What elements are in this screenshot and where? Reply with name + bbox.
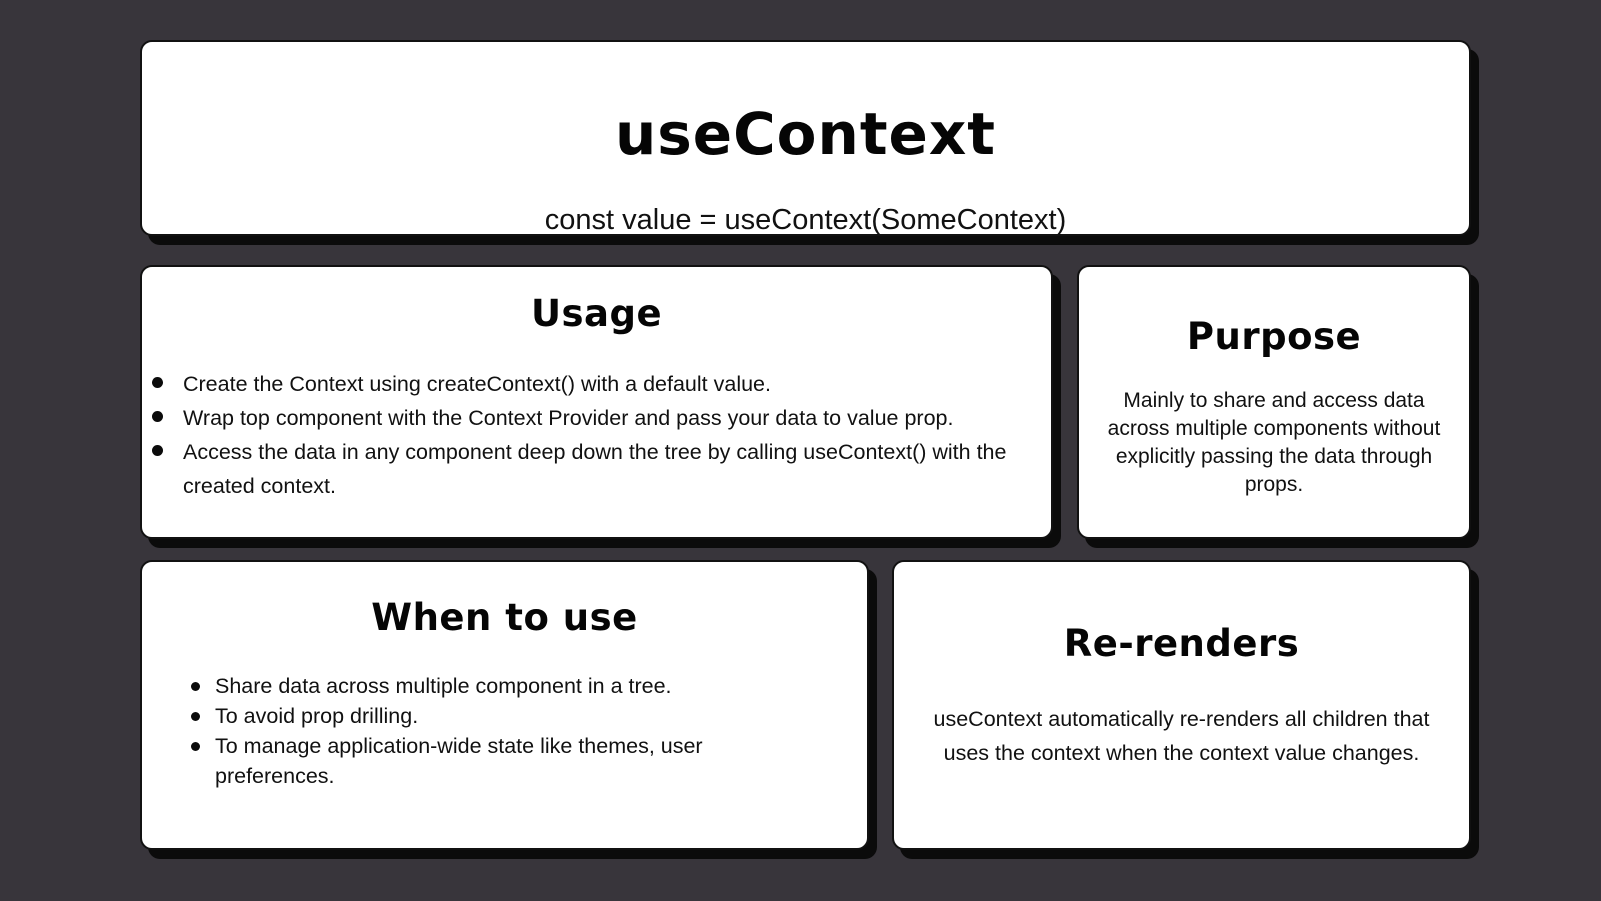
usage-list [183,367,1043,503]
purpose-card [1077,265,1471,539]
usage-card [140,265,1053,539]
usage-heading: Usage [530,292,663,335]
list-item: To manage application-wide state like themes, user preferences. [215,731,815,791]
list-item: To avoid prop drilling. [215,701,815,731]
list-item: Share data across multiple component in a tree. [215,671,815,701]
list-item: Wrap top component with the Context Provider and pass your data to value prop. [183,401,1043,435]
purpose-heading: Purpose [1186,315,1362,358]
purpose-text: Mainly to share and access data across multiple components without explicitly passing the data through props. [1107,389,1441,496]
when-to-use-list [215,671,815,791]
title-card [140,40,1471,236]
list-item: Create the Context using createContext() with a default value. [183,367,1043,401]
rerenders-card [892,560,1471,850]
rerenders-text: useContext automatically re-renders all children that uses the context when the context value changes. [933,707,1430,765]
page-title: useContext [614,100,997,168]
when-to-use-card [140,560,869,850]
when-to-use-heading: When to use [371,596,638,639]
rerenders-heading: Re-renders [1063,622,1300,665]
hook-signature: const value = useContext(SomeContext) [544,204,1067,236]
list-item: Access the data in any component deep down the tree by calling useContext() with the created context. [183,435,1043,503]
